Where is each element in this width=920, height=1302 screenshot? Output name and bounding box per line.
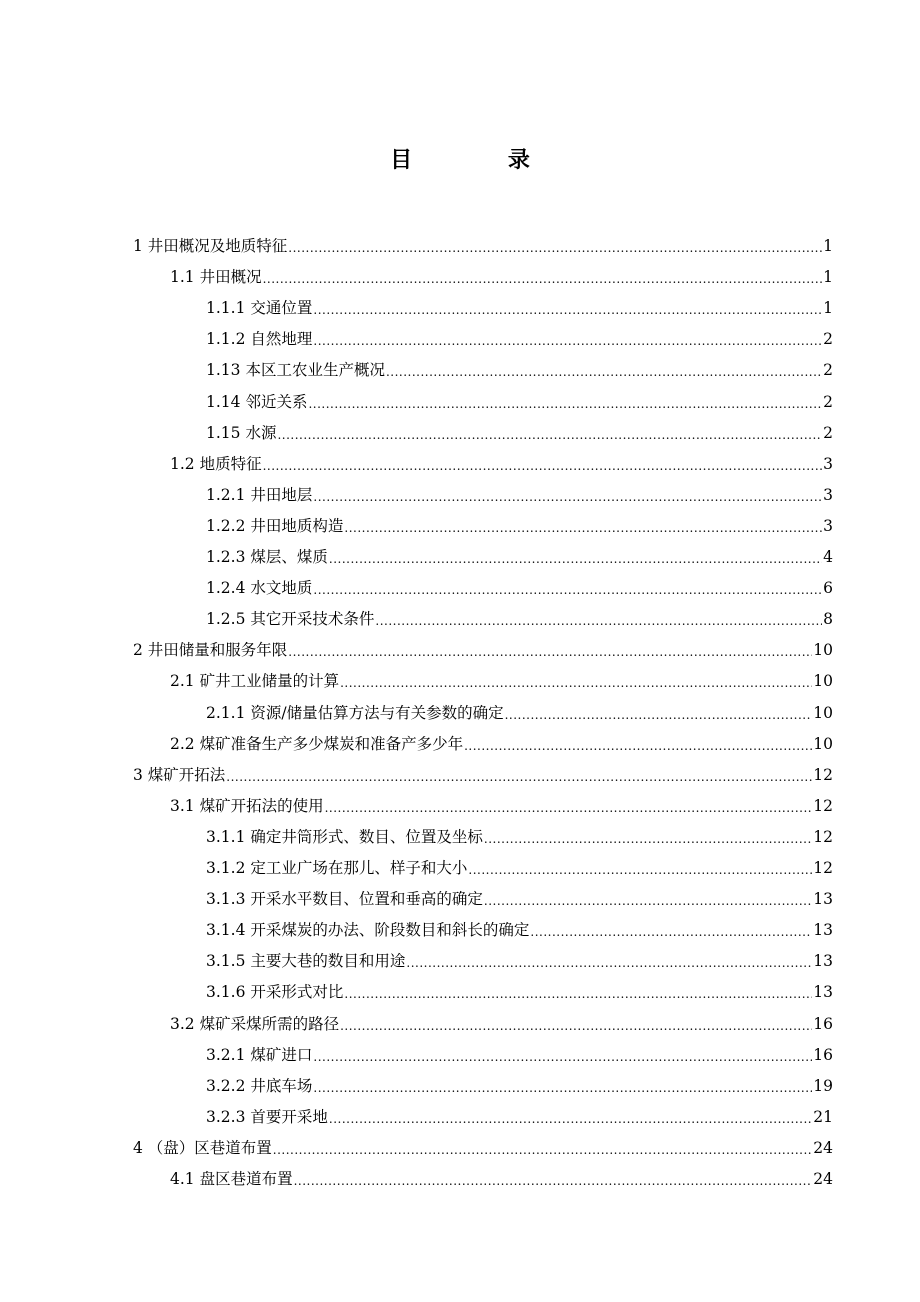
toc-dot-leader [226,765,812,785]
toc-entry[interactable] [206,823,833,847]
toc-entry[interactable] [206,1072,833,1096]
toc-entry-page: 2 [823,330,833,349]
toc-entry[interactable] [206,325,833,349]
toc-entry-page: 1 [823,237,833,255]
toc-entry-page: 12 [813,765,833,784]
toc-entry-page: 3 [823,516,833,535]
toc-entry-label: 1.15 水源 [206,423,277,442]
toc-entry-page: 24 [813,1138,833,1157]
toc-dot-leader [505,703,813,723]
toc-entry-label: 1.14 邻近关系 [206,392,308,411]
toc-entry[interactable] [206,574,833,598]
toc-entry-label: 2.1.1 资源/储量估算方法与有关参数的确定 [206,703,504,722]
toc-entry-page: 8 [823,610,833,629]
toc-entry-label: 4 （盘）区巷道布置 [133,1138,272,1157]
toc-entry-label: 3.2.3 首要开采地 [206,1107,328,1126]
toc-entry-label: 3.1 煤矿开拓法的使用 [170,796,324,815]
toc-entry-page: 3 [823,485,833,504]
toc-entry[interactable] [206,916,833,940]
toc-entry[interactable] [206,294,833,318]
toc-entry-label: 3.1.6 开采形式对比 [206,983,344,1002]
toc-entry[interactable] [133,232,833,256]
toc-entry-page: 16 [813,1045,833,1064]
toc-entry-page: 13 [813,921,833,940]
toc-entry-label: 1.2.5 其它开采技术条件 [206,610,375,629]
toc-entry-page: 21 [813,1107,833,1126]
toc-entry-label: 3.1.1 确定井筒形式、数目、位置及坐标 [206,827,483,846]
toc-entry[interactable] [206,419,833,443]
toc-dot-leader [484,827,812,847]
toc-entry-label: 1 井田概况及地质特征 [133,237,288,255]
toc-entry[interactable] [206,978,833,1002]
toc-dot-leader [344,516,822,536]
toc-dot-leader [344,982,812,1002]
toc-dot-leader [263,267,823,287]
toc-entry[interactable] [133,636,833,660]
toc-entry-page: 1 [823,268,833,287]
toc-entry[interactable] [133,1134,833,1158]
toc-entry-page: 12 [813,827,833,846]
toc-entry[interactable] [206,947,833,971]
toc-entry-label: 3.2.2 井底车场 [206,1076,313,1095]
toc-dot-leader [464,734,812,754]
toc-dot-leader [313,485,822,505]
toc-dot-leader [325,796,813,816]
toc-entry[interactable] [206,1103,833,1127]
toc-entry-label: 3.1.4 开采煤炭的办法、阶段数目和斜长的确定 [206,921,530,940]
toc-entry-label: 1.2 地质特征 [170,454,262,473]
toc-entry-page: 2 [823,361,833,380]
toc-entry[interactable] [206,512,833,536]
toc-entry-page: 10 [813,672,833,691]
toc-dot-leader [313,1045,812,1065]
toc-entry-label: 1.13 本区工农业生产概况 [206,361,385,380]
toc-dot-leader [329,547,822,567]
toc-dot-leader [263,454,823,474]
toc-dot-leader [468,858,812,878]
toc-entry-page: 13 [813,890,833,909]
toc-entry[interactable] [170,792,833,816]
toc-dot-leader [313,578,822,598]
toc-entry-page: 12 [813,859,833,877]
toc-entry[interactable] [206,481,833,505]
toc-entry-label: 1.2.4 水文地质 [206,579,313,598]
toc-entry-label: 4.1 盘区巷道布置 [170,1170,293,1188]
toc-entry-label: 3.1.5 主要大巷的数目和用途 [206,952,406,971]
toc-entry[interactable] [133,761,833,785]
toc-dot-leader [484,889,812,909]
toc-entry-label: 2.1 矿井工业储量的计算 [170,672,340,691]
toc-entry[interactable] [170,667,833,691]
toc-entry-page: 13 [813,983,833,1002]
toc-entry-page: 24 [813,1170,833,1188]
toc-entry-label: 1.1.1 交通位置 [206,299,313,318]
toc-dot-leader [530,920,812,940]
toc-dot-leader [313,298,822,318]
toc-entry-page: 2 [823,392,833,411]
toc-entry-page: 4 [823,548,833,566]
toc-dot-leader [386,360,822,380]
toc-dot-leader [313,329,822,349]
toc-entry-label: 1.2.2 井田地质构造 [206,516,344,535]
toc-entry[interactable] [170,730,833,754]
toc-entry[interactable] [206,605,833,629]
toc-entry-label: 1.2.1 井田地层 [206,485,313,504]
toc-entry[interactable] [206,854,833,878]
page-title: 目 录 [390,147,574,173]
toc-dot-leader [277,423,822,443]
toc-entry-label: 3 煤矿开拓法 [133,765,226,784]
toc-entry[interactable] [170,450,833,474]
toc-entry-page: 6 [823,579,833,598]
toc-entry-label: 1.1 井田概况 [170,268,262,287]
toc-dot-leader [329,1107,812,1127]
toc-entry[interactable] [206,543,833,567]
toc-entry-page: 10 [813,734,833,753]
toc-entry-label: 3.2 煤矿采煤所需的路径 [170,1014,340,1033]
toc-entry[interactable] [170,1165,833,1189]
toc-entry-page: 10 [813,641,833,660]
toc-entry-page: 12 [813,796,833,815]
toc-entry-label: 3.2.1 煤矿进口 [206,1045,313,1064]
toc-entry-page: 13 [813,952,833,971]
toc-entry-label: 2 井田储量和服务年限 [133,641,288,660]
toc-entry-page: 1 [823,299,833,318]
toc-entry-page: 19 [813,1076,833,1095]
toc-dot-leader [288,640,812,660]
toc-dot-leader [294,1169,813,1189]
toc-entry[interactable] [206,388,833,412]
toc-dot-leader [375,609,822,629]
toc-entry-label: 2.2 煤矿准备生产多少煤炭和准备产多少年 [170,734,464,753]
toc-entry[interactable] [206,699,833,723]
toc-entry-page: 2 [823,423,833,442]
toc-entry-page: 10 [813,703,833,722]
toc-dot-leader [288,236,822,256]
toc-dot-leader [313,1076,812,1096]
toc-dot-leader [340,671,812,691]
toc-entry-page: 3 [823,454,833,473]
toc-dot-leader [406,951,812,971]
toc-entry-label: 1.1.2 自然地理 [206,330,313,349]
toc-dot-leader [340,1014,812,1034]
toc-entry-label: 1.2.3 煤层、煤质 [206,548,328,566]
toc-entry[interactable] [206,356,833,380]
toc-dot-leader [273,1138,812,1158]
toc-entry[interactable] [206,1041,833,1065]
toc-entry-page: 16 [813,1014,833,1033]
toc-entry-label: 3.1.3 开采水平数目、位置和垂高的确定 [206,890,483,909]
toc-dot-leader [308,392,822,412]
toc-entry-label: 3.1.2 定工业广场在那儿、样子和大小 [206,859,468,877]
toc-entry[interactable] [206,885,833,909]
toc-entry[interactable] [170,1010,833,1034]
toc-entry[interactable] [170,263,833,287]
